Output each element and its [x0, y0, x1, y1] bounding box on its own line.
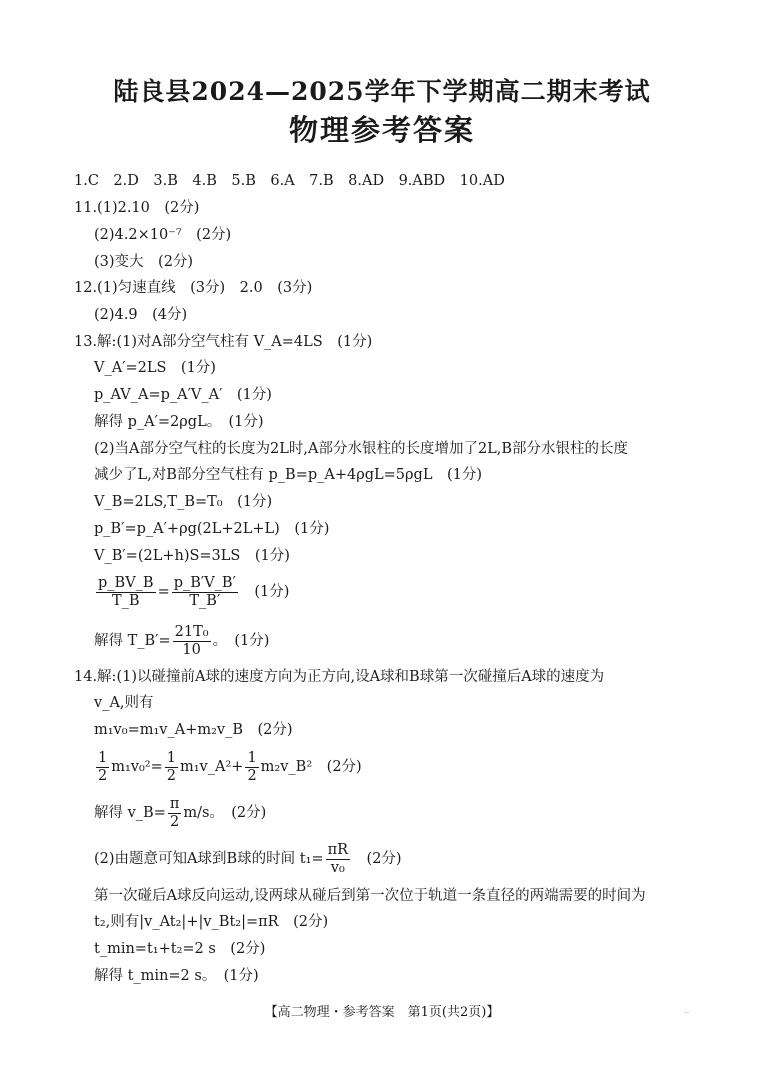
answer-line: (3)变大 (2分) — [94, 254, 194, 270]
equation-line: 解得 v_B= $\frac{\pi}{2}$ m/s。 (2分) — [94, 796, 267, 830]
fraction: $\frac{1}{2}$ — [247, 750, 257, 784]
answer-line: V_B′=(2L+h)S=3LS (1分) — [94, 548, 290, 564]
answer-line: p_AV_A=p_A′V_A′ (1分) — [94, 387, 272, 403]
fraction: $\frac{p\_BV\_B}{T\_B}$ — [98, 575, 154, 609]
equation-line: (2)由题意可知A球到B球的时间 t₁= $\frac{\pi R}{\text{v₀}}$ (2分) — [94, 842, 402, 876]
answer-line: 解得 p_A′=2ρgL。 (1分) — [94, 414, 264, 430]
equation-line: 解得 T_B′= $\frac{\text{21T₀}}{10}$ 。 (1分) — [94, 624, 270, 658]
answer-line: V_A′=2LS (1分) — [94, 360, 216, 376]
fraction: $\frac{\text{21T₀}}{10}$ — [174, 624, 209, 658]
answer-line: t_min=t₁+t₂=2 s (2分) — [94, 941, 266, 957]
answer-line: 14.解:(1)以碰撞前A球的速度方向为正方向,设A球和B球第一次碰撞后A球的速度为 — [74, 669, 605, 685]
answer-line: 13.解:(1)对A部分空气柱有 V_A=4LS (1分) — [74, 334, 373, 350]
answer-line: V_B=2LS,T_B=T₀ (1分) — [94, 494, 273, 510]
answer-line: p_B′=p_A′+ρg(2L+2L+L) (1分) — [94, 521, 330, 537]
fraction: $\frac{\pi R}{\text{v₀}}$ — [327, 842, 349, 876]
answer-line: (2)当A部分空气柱的长度为2L时,A部分水银柱的长度增加了2L,B部分水银柱的长度 — [94, 441, 629, 457]
fraction: $\frac{\pi}{2}$ — [169, 796, 180, 830]
answer-line: 减少了L,对B部分空气柱有 p_B=p_A+4ρgL=5ρgL (1分) — [94, 467, 483, 483]
equation-line: $\frac{1}{2}$ m₁v₀²= $\frac{1}{2}$ m₁v_A²+ $\frac{1}{2}$ m₂v_B² (2分) — [98, 750, 362, 784]
answer-line: (2)4.9 (4分) — [94, 307, 188, 323]
answer-line: 1.C 2.D 3.B 4.B 5.B 6.A 7.B 8.AD 9.ABD 10.AD — [74, 173, 505, 189]
fraction: $\frac{p\_B'V\_B'}{T\_B'}$ — [173, 575, 236, 609]
scan-mark: ‥ — [684, 1006, 690, 1015]
answer-line: t₂,则有|v_At₂|+|v_Bt₂|=πR (2分) — [94, 914, 329, 930]
answer-line: (2)4.2×10⁻⁷ (2分) — [94, 227, 232, 243]
answer-line: 12.(1)匀速直线 (3分) 2.0 (3分) — [74, 280, 313, 296]
exam-title: 陆良县2024—2025学年下学期高二期末考试 — [113, 77, 651, 106]
fraction: $\frac{1}{2}$ — [166, 750, 176, 784]
answer-line: v_A,则有 — [94, 695, 154, 711]
answer-line: 第一次碰后A球反向运动,设两球从碰后到第一次位于轨道一条直径的两端需要的时间为 — [94, 888, 646, 904]
fraction: $\frac{1}{2}$ — [98, 750, 108, 784]
answer-line: 11.(1)2.10 (2分) — [74, 200, 200, 216]
equation-line: $\frac{p\_BV\_B}{T\_B}$ = $\frac{p\_B'V\_B'}{T\_B'}$ (1分) — [98, 575, 290, 609]
answer-line: 解得 t_min=2 s。 (1分) — [94, 968, 259, 984]
page-footer: 【高二物理・参考答案 第1页(共2页)】 — [264, 1005, 500, 1020]
answer-key-title: 物理参考答案 — [288, 113, 475, 147]
answer-line: m₁v₀=m₁v_A+m₂v_B (2分) — [94, 722, 293, 738]
